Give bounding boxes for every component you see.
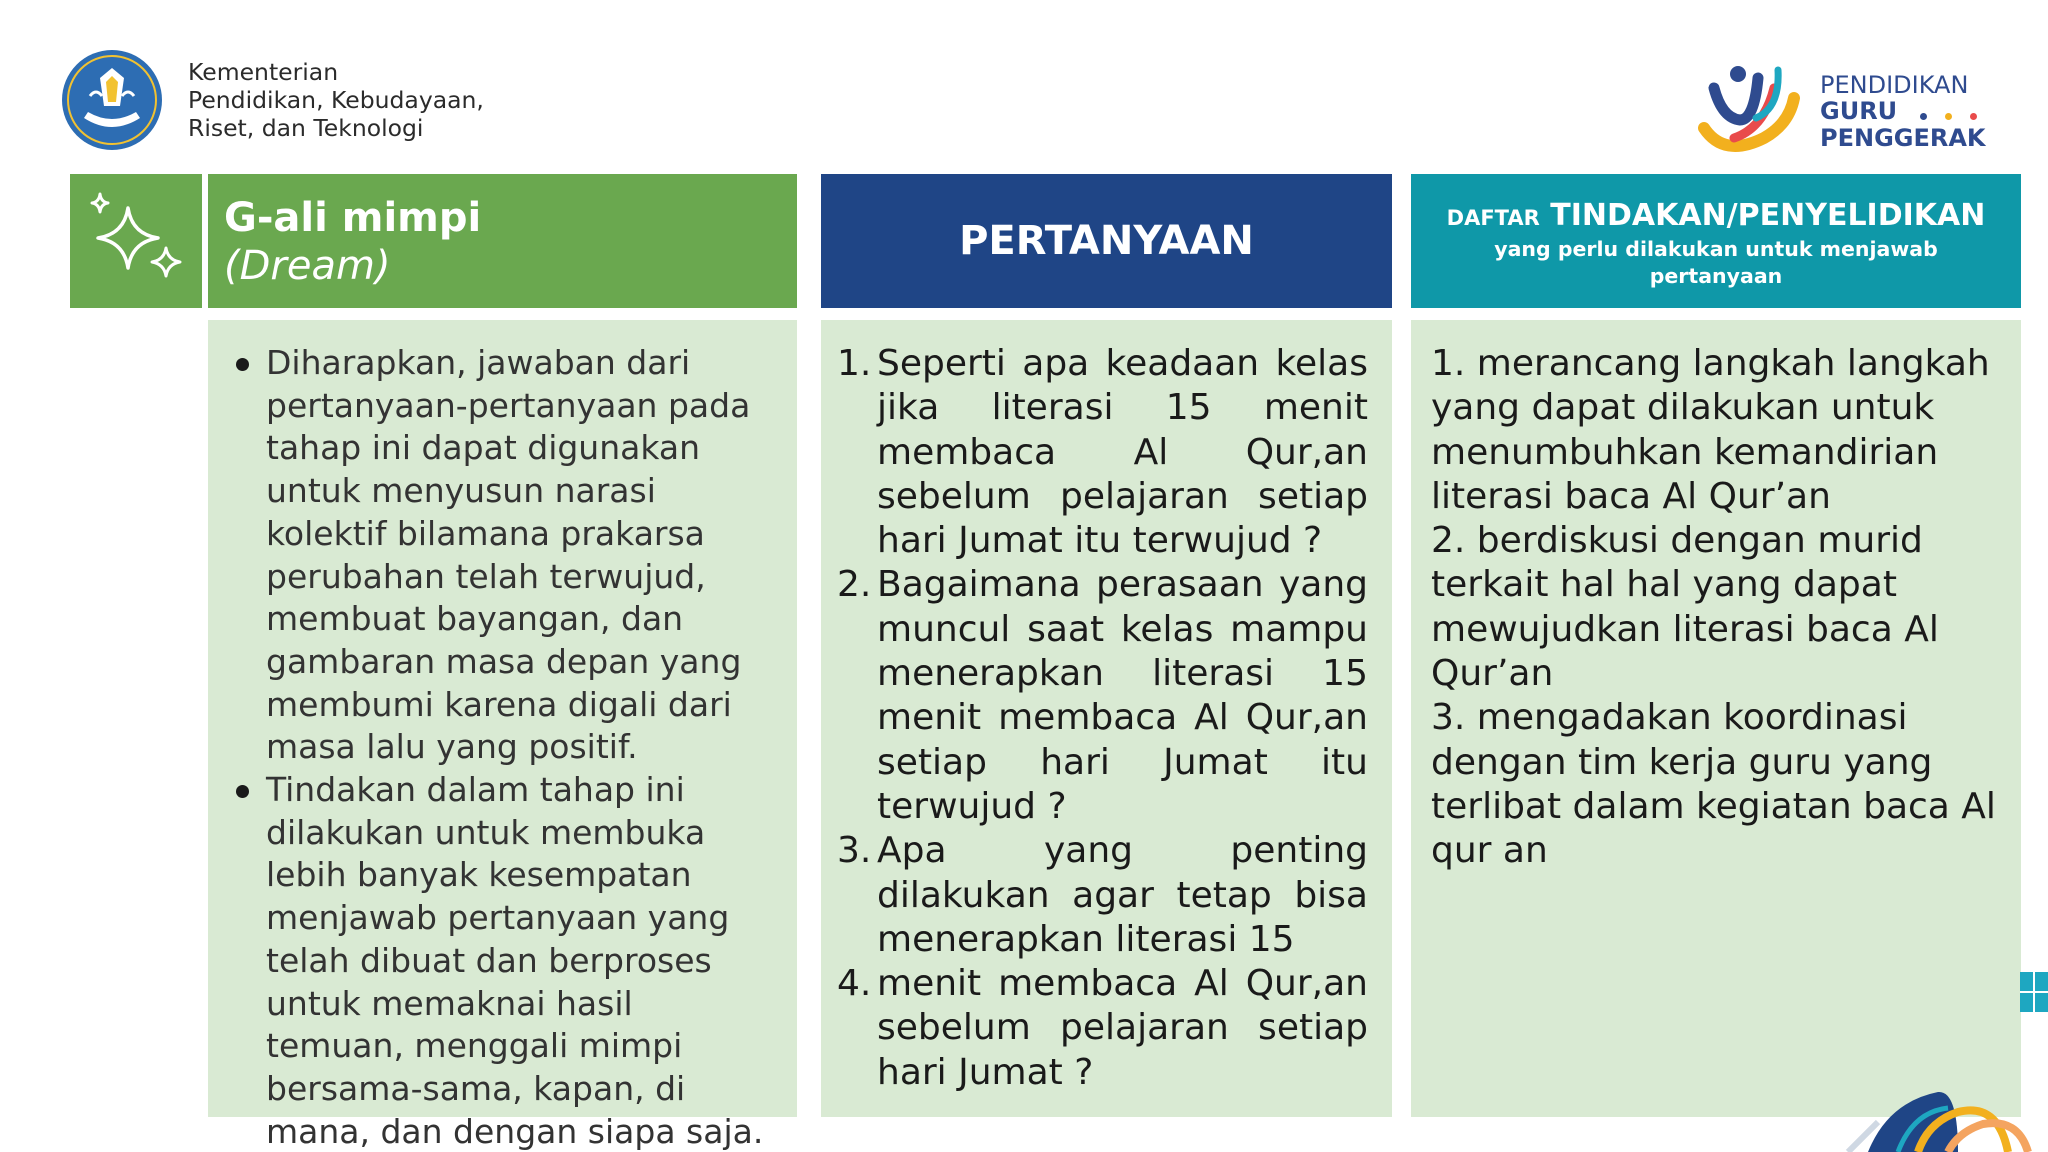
stage-description-list xyxy=(230,342,779,1152)
list-item xyxy=(837,962,1368,1095)
list-item xyxy=(837,342,1368,563)
dot xyxy=(1945,113,1952,120)
program-line: PENGGERAK xyxy=(1820,124,1986,152)
item-number: 3. xyxy=(837,830,872,872)
questions-list xyxy=(837,342,1368,1095)
list-item: 1. merancang langkah langkah yang dapat dilakukan untuk menumbuhkan kemandirian literasi baca Al Qur’an xyxy=(1431,343,1990,517)
decorative-waves-icon xyxy=(1808,972,2048,1152)
item-number: 1. xyxy=(837,343,872,384)
sparkle-icon-box xyxy=(70,174,202,308)
actions-header-title: TINDAKAN/PENYELIDIKAN xyxy=(1550,198,1986,233)
ministry-line: Pendidikan, Kebudayaan, xyxy=(188,86,484,114)
list-item: Diharapkan, jawaban dari pertanyaan-pertanyaan pada tahap ini dapat digunakan untuk menyusun narasi kolektif bilamana prakarsa perubahan telah terwujud, membuat bayangan, dan gambaran masa depan yang membumi karena digali dari masa lalu yang positif. xyxy=(230,342,779,769)
questions-panel xyxy=(821,320,1392,1117)
stage-header xyxy=(208,174,797,308)
sparkle-icon xyxy=(70,174,202,308)
program-line: GURU xyxy=(1820,97,1898,125)
stage-subtitle: (Dream) xyxy=(224,243,391,289)
item-text: menit membaca Al Qur,an sebelum pelajaran setiap hari Jumat ? xyxy=(877,963,1368,1093)
program-name xyxy=(1820,72,1995,151)
list-item xyxy=(837,563,1368,829)
ministry-line: Riset, dan Teknologi xyxy=(188,114,424,142)
dot xyxy=(1970,113,1977,120)
actions-header xyxy=(1411,174,2021,308)
actions-header-prefix: DAFTAR xyxy=(1446,206,1540,230)
item-text: Apa yang penting dilakukan agar tetap bisa menerapkan literasi 15 xyxy=(877,830,1368,960)
item-number: 2. xyxy=(837,564,872,606)
item-number: 4. xyxy=(837,963,872,1005)
list-item: 2. berdiskusi dengan murid terkait hal hal yang dapat mewujudkan literasi baca Al Qur’an xyxy=(1431,520,1939,695)
stage-description-panel xyxy=(208,320,797,1151)
questions-header xyxy=(821,174,1392,308)
questions-header-title: PERTANYAAN xyxy=(959,218,1254,264)
ministry-name xyxy=(188,58,484,142)
kemendikbudristek-logo-icon xyxy=(60,48,164,152)
guru-penggerak-logo-icon xyxy=(1694,58,1804,158)
item-text: Seperti apa keadaan kelas jika literasi 15 menit membaca Al Qur,an sebelum pelajaran setiap hari Jumat itu terwujud ? xyxy=(877,343,1368,562)
list-item: Tindakan dalam tahap ini dilakukan untuk membuka lebih banyak kesempatan menjawab pertanyaan yang telah dibuat dan berproses untuk memaknai hasil temuan, menggali mimpi bersama-sama, kapan, di mana, dan dengan siapa saja. xyxy=(230,769,779,1152)
list-item: 3. mengadakan koordinasi dengan tim kerja guru yang terlibat dalam kegiatan baca Al qur an xyxy=(1431,697,1996,872)
program-line-guru xyxy=(1820,98,1995,125)
program-line: PENDIDIKAN xyxy=(1820,71,1969,99)
ministry-line: Kementerian xyxy=(188,58,339,86)
list-item xyxy=(837,829,1368,962)
stage-title: G-ali mimpi xyxy=(224,195,482,241)
actions-header-subtitle: yang perlu dilakukan untuk menjawab pertanyaan xyxy=(1494,237,1938,288)
dot xyxy=(1920,113,1927,120)
program-dots xyxy=(1920,99,1995,125)
item-text: Bagaimana perasaan yang muncul saat kelas mampu menerapkan literasi 15 menit membaca Al Qur,an setiap hari Jumat itu terwujud ? xyxy=(877,564,1368,827)
actions-header-title-line xyxy=(1411,198,2021,236)
